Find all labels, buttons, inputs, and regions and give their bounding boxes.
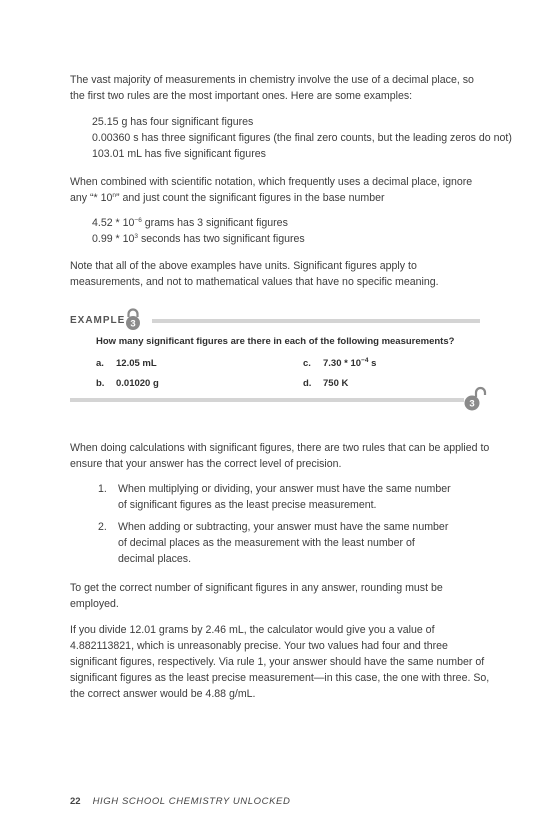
- example-item: [92, 231, 512, 247]
- unlocked-padlock-icon: [462, 386, 488, 412]
- page-footer: [70, 796, 290, 807]
- example-question: How many significant figures are there in each of the following measurements?: [96, 336, 455, 347]
- example-item: 0.00360 s has three significant figures (the final zero counts, but the leading zeros do not): [92, 132, 512, 144]
- item-d-letter: d.: [303, 378, 312, 389]
- example-item-a: [96, 358, 157, 369]
- example-header: [70, 312, 480, 332]
- sci-text-after: ” and just count the significant figures in the base number: [116, 192, 385, 204]
- ex2-1-sup: 3: [134, 233, 139, 240]
- divide-paragraph: If you divide 12.01 grams by 2.46 mL, the calculator would give you a value of 4.882113821, which is unreasonably precise. Your two values had four and three significant figures, respectively. Via rule 1, your answer should have the same number of significant figures as the least precise measurement—in this case, the one with three. So, the correct answer would be 4.88 g/mL.: [70, 624, 490, 700]
- rounding-paragraph: To get the correct number of significant figures in any answer, rounding must be employed.: [70, 582, 443, 610]
- example-top-rule: [152, 319, 480, 323]
- intro-paragraph: The vast majority of measurements in chemistry involve the use of a decimal place, so the first two rules are the most important ones. Here are some examples:: [70, 74, 474, 102]
- item-a-letter: a.: [96, 358, 104, 369]
- ex2-1-before: 0.99 * 10: [92, 233, 135, 245]
- ex2-0-after: grams has 3 significant figures: [141, 217, 288, 229]
- example-item: [92, 215, 512, 231]
- sci-text-before: When combined with scientific notation, which frequently uses a decimal place, ignore any “* 10: [70, 176, 473, 204]
- ex2-0-sup: −6: [134, 217, 142, 224]
- ex2-1-after: seconds has two significant figures: [138, 233, 305, 245]
- example-badge-number: 3: [130, 318, 136, 330]
- rule-text: When multiplying or dividing, your answer must have the same number of significant figures as the least precise measurement.: [118, 483, 451, 511]
- rule-text: When adding or subtracting, your answer must have the same number of decimal places as the measurement with the least number of decimal places.: [118, 521, 449, 565]
- example-item-b: [96, 378, 159, 389]
- example-item-d: [303, 378, 348, 389]
- rule-number: 1.: [98, 483, 107, 495]
- units-paragraph: Note that all of the above examples have units. Significant figures apply to measurements, and not to mathematical values that have no specific meaning.: [70, 260, 439, 288]
- example-label: EXAMPLE: [70, 315, 126, 326]
- item-d-value: 750 K: [323, 378, 349, 389]
- unlock-badge-number: 3: [469, 398, 475, 410]
- item-a-value: 12.05 mL: [116, 358, 157, 369]
- item-b-letter: b.: [96, 378, 105, 389]
- item-c-value-after: s: [368, 358, 377, 369]
- examples-list-2: [92, 215, 512, 247]
- sci-notation-paragraph: [70, 174, 490, 206]
- example-item-c: [303, 358, 376, 369]
- locked-padlock-icon: [124, 307, 142, 331]
- rule-item: [92, 519, 452, 567]
- rule-number: 2.: [98, 521, 107, 533]
- rule-item: [92, 481, 452, 513]
- example-item: 25.15 g has four significant figures: [92, 116, 254, 128]
- ex2-0-before: 4.52 * 10: [92, 217, 135, 229]
- item-c-value-before: 7.30 * 10: [323, 358, 362, 369]
- sci-sup: n: [112, 192, 117, 199]
- example-item: 103.01 mL has five significant figures: [92, 148, 266, 160]
- rules-list: [92, 481, 452, 567]
- item-b-value: 0.01020 g: [116, 378, 159, 389]
- example-bottom-rule: [70, 398, 464, 402]
- item-c-letter: c.: [303, 358, 311, 369]
- item-c-sup: −4: [361, 357, 369, 364]
- examples-list-1: [92, 114, 512, 162]
- book-title: HIGH SCHOOL CHEMISTRY UNLOCKED: [92, 796, 291, 807]
- calc-paragraph: When doing calculations with significant figures, there are two rules that can be applied to ensure that your answer has the correct level of precision.: [70, 442, 490, 470]
- page-number: 22: [70, 796, 81, 807]
